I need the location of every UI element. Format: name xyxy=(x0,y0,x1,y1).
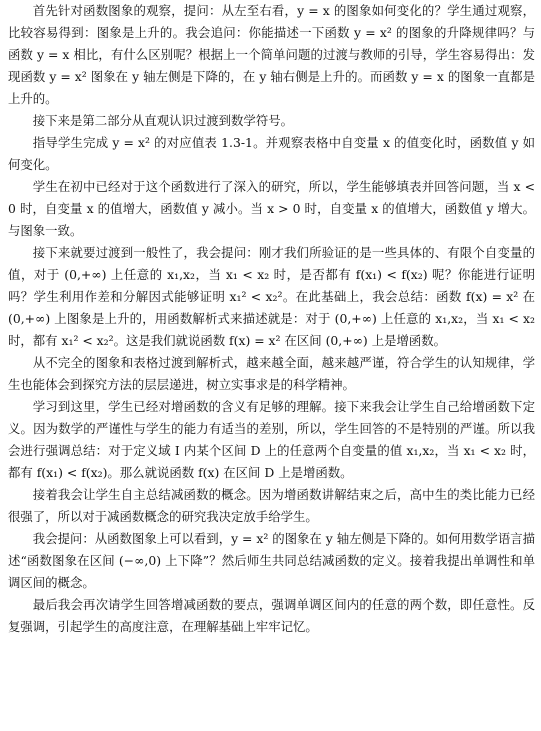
paragraph-4: 学生在初中已经对于这个函数进行了深入的研究，所以，学生能够填表并回答问题，当 x < 0 时，自变量 x 的值增大，函数值 y 减小。当 x > 0 时，自变量 x 的值增大，函数值 y 增大。与图象一致。 xyxy=(8,179,535,238)
paragraph-8: 接着我会让学生自主总结减函数的概念。因为增函数讲解结束之后，高中生的类比能力已经很强了，所以对于减函数概念的研究我决定放手给学生。 xyxy=(8,487,535,524)
paragraph-2: 接下来是第二部分从直观认识过渡到数学符号。 xyxy=(32,113,293,128)
paragraph-10: 最后我会再次请学生回答增减函数的要点，强调单调区间内的任意的两个数，即任意性。反复强调，引起学生的高度注意，在理解基础上牢牢记忆。 xyxy=(8,597,535,634)
paragraph-1: 首先针对函数图象的观察，提问：从左至右看，y = x 的图象如何变化的？学生通过观察，比较容易得到：图象是上升的。我会追问：你能描述一下函数 y = x² 的图象的升降规律吗？与函数 y = x 相比，有什么区别呢？根据上一个简单问题的过渡与教师的引导，学生容易得出：发现函数 y = x² 图象在 y 轴左侧是下降的，在 y 轴右侧是上升的。而函数 y = x 的图象一直都是上升的。 xyxy=(8,3,535,106)
paragraph-7: 学习到这里，学生已经对增函数的含义有足够的理解。接下来我会让学生自己给增函数下定义。因为数学的严谨性与学生的能力有适当的差别，所以，学生回答的不是特别的严谨。所以我会进行强调总结：对于定义域 I 内某个区间 D 上的任意两个自变量的值 x₁,x₂，当 x₁ < x₂ 时，都有 f(x₁) < f(x₂)。那么就说函数 f(x) 在区间 D 上是增函数。 xyxy=(8,399,535,480)
paragraph-3: 指导学生完成 y = x² 的对应值表 1.3-1。并观察表格中自变量 x 的值变化时，函数值 y 如何变化。 xyxy=(8,135,535,172)
paragraph-9: 我会提问：从函数图象上可以看到，y = x² 的图象在 y 轴左侧是下降的。如何用数学语言描述“函数图象在区间 (−∞,0) 上下降”？然后师生共同总结减函数的定义。接着我提出单调性和单调区间的概念。 xyxy=(8,531,535,590)
paragraph-6: 从不完全的图象和表格过渡到解析式，越来越全面，越来越严谨，符合学生的认知规律，学生也能体会到探究方法的层层递进，树立实事求是的科学精神。 xyxy=(8,355,535,392)
paragraph-5: 接下来就要过渡到一般性了，我会提问：刚才我们所验证的是一些具体的、有限个自变量的值，对于 (0,+∞) 上任意的 x₁,x₂，当 x₁ < x₂ 时，是否都有 f(x₁) < f(x₂) 呢？你能进行证明吗？学生利用作差和分解因式能够证明 x₁² < x₂²。在此基础上，我会总结：函数 f(x) = x² 在 (0,+∞) 上图象是上升的，用函数解析式来描述就是：对于 (0,+∞) 上任意的 x₁,x₂，当 x₁ < x₂ 时，都有 x₁² < x₂²。这是我们就说函数 f(x) = x² 在区间 (0,+∞) 上是增函数。 xyxy=(8,245,535,348)
